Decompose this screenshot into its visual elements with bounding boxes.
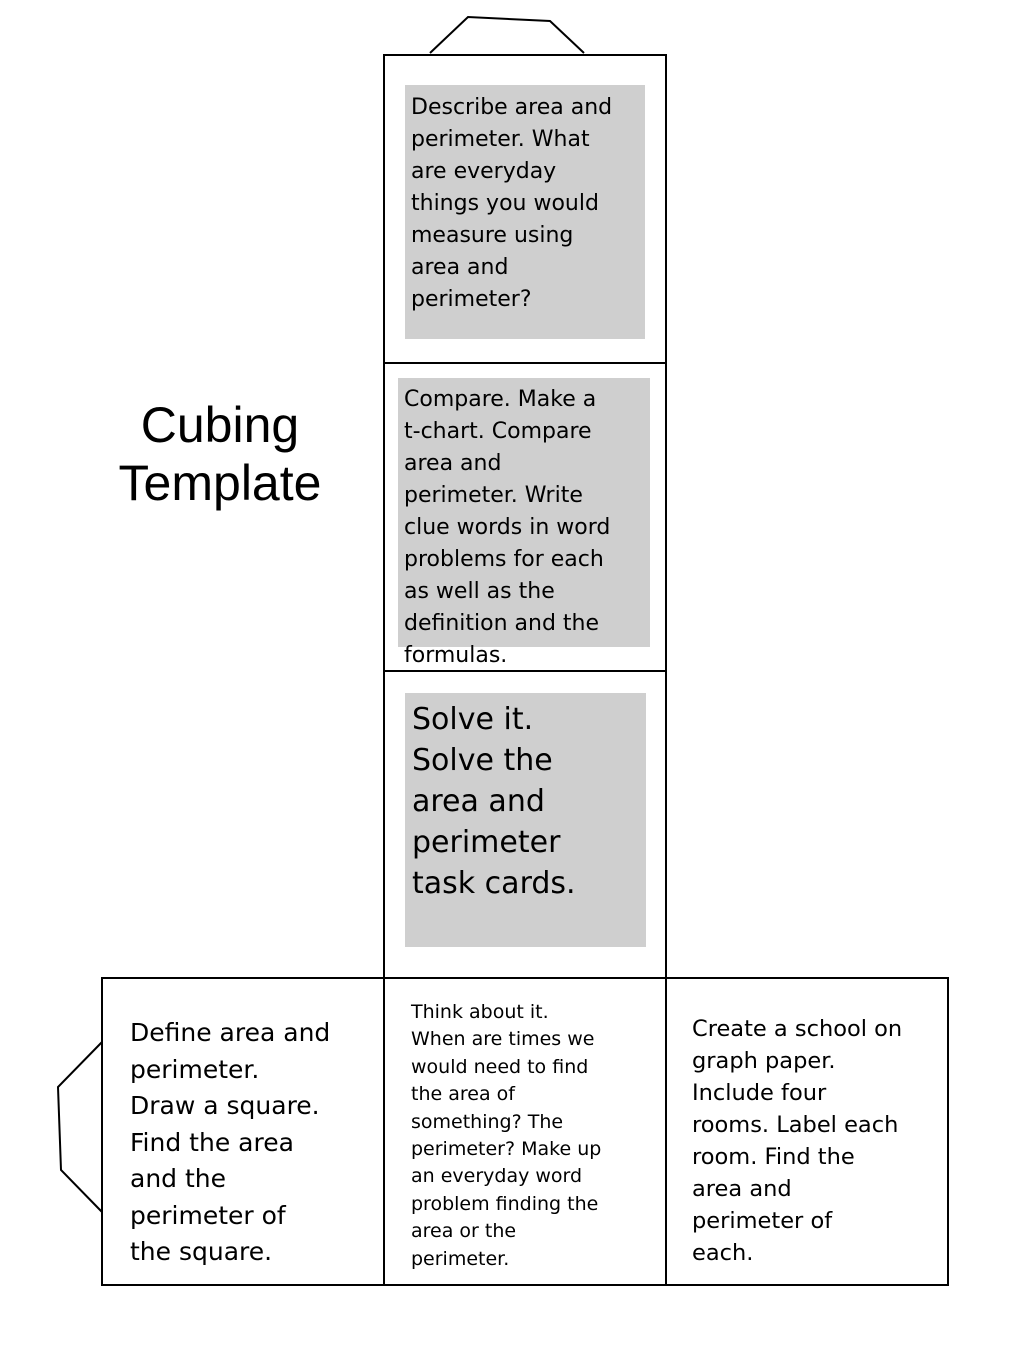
top-glue-tab (430, 17, 584, 53)
solve-face-text: Solve it. Solve the area and perimeter task cards. (412, 702, 576, 901)
compare-face-text: Compare. Make a t-chart. Compare area and perimeter. Write clue words in word problems for each as well as the definition and the formulas. (404, 387, 611, 668)
page-title: Cubing Template (118, 397, 322, 511)
think-face-text: Think about it. When are times we would need to find the area of something? The perimeter? Make up an everyday word problem finding the area or the perimeter. (411, 1001, 602, 1270)
left-glue-tab (58, 1042, 102, 1212)
top-face-text: Describe area and perimeter. What are everyday things you would measure using area and perimeter? (411, 95, 613, 312)
define-face-text: Define area and perimeter. Draw a square. Find the area and the perimeter of the square. (130, 1018, 331, 1266)
create-face-text: Create a school on graph paper. Include four rooms. Label each room. Find the area and perimeter of each. (692, 1016, 903, 1266)
